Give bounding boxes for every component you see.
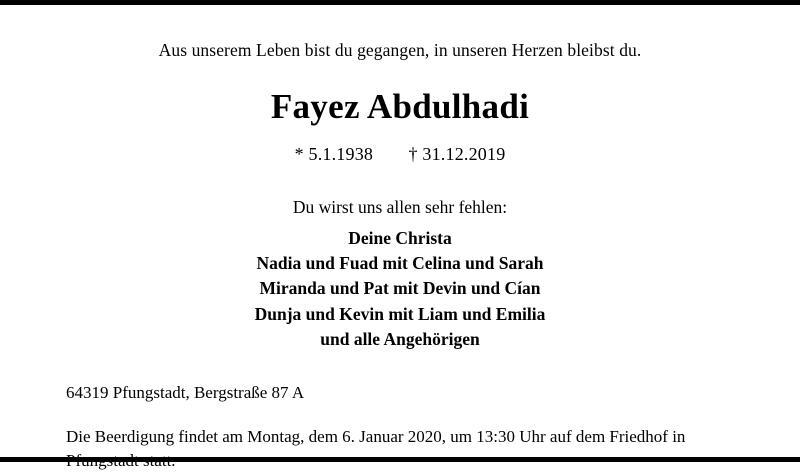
list-item: Nadia und Fuad mit Celina und Sarah	[256, 253, 544, 273]
life-dates	[58, 144, 742, 165]
obituary-content	[0, 5, 800, 471]
mourners-list	[58, 226, 742, 353]
mourning-intro-text: Du wirst uns allen sehr fehlen:	[292, 196, 508, 217]
epitaph-text: Aus unserem Leben bist du gegangen, in unseren Herzen bleibst du.	[158, 40, 642, 60]
list-item: und alle Angehörigen	[320, 329, 480, 350]
deceased-name: Fayez Abdulhadi	[270, 86, 530, 126]
death-date: † 31.12.2019	[408, 143, 506, 164]
list-item: Dunja und Kevin mit Liam und Emilia	[254, 303, 546, 324]
address-text: 64319 Pfungstadt, Bergstraße 87 A	[66, 382, 305, 402]
birth-date: * 5.1.1938	[294, 143, 374, 164]
funeral-notice-text: Die Beerdigung findet am Montag, dem 6. Januar 2020, um 13:30 Uhr auf dem Friedhof in Pfungstadt statt.	[66, 426, 686, 471]
list-item: Deine Christa	[348, 227, 452, 248]
list-item: Miranda und Pat mit Devin und Cían	[259, 278, 541, 299]
